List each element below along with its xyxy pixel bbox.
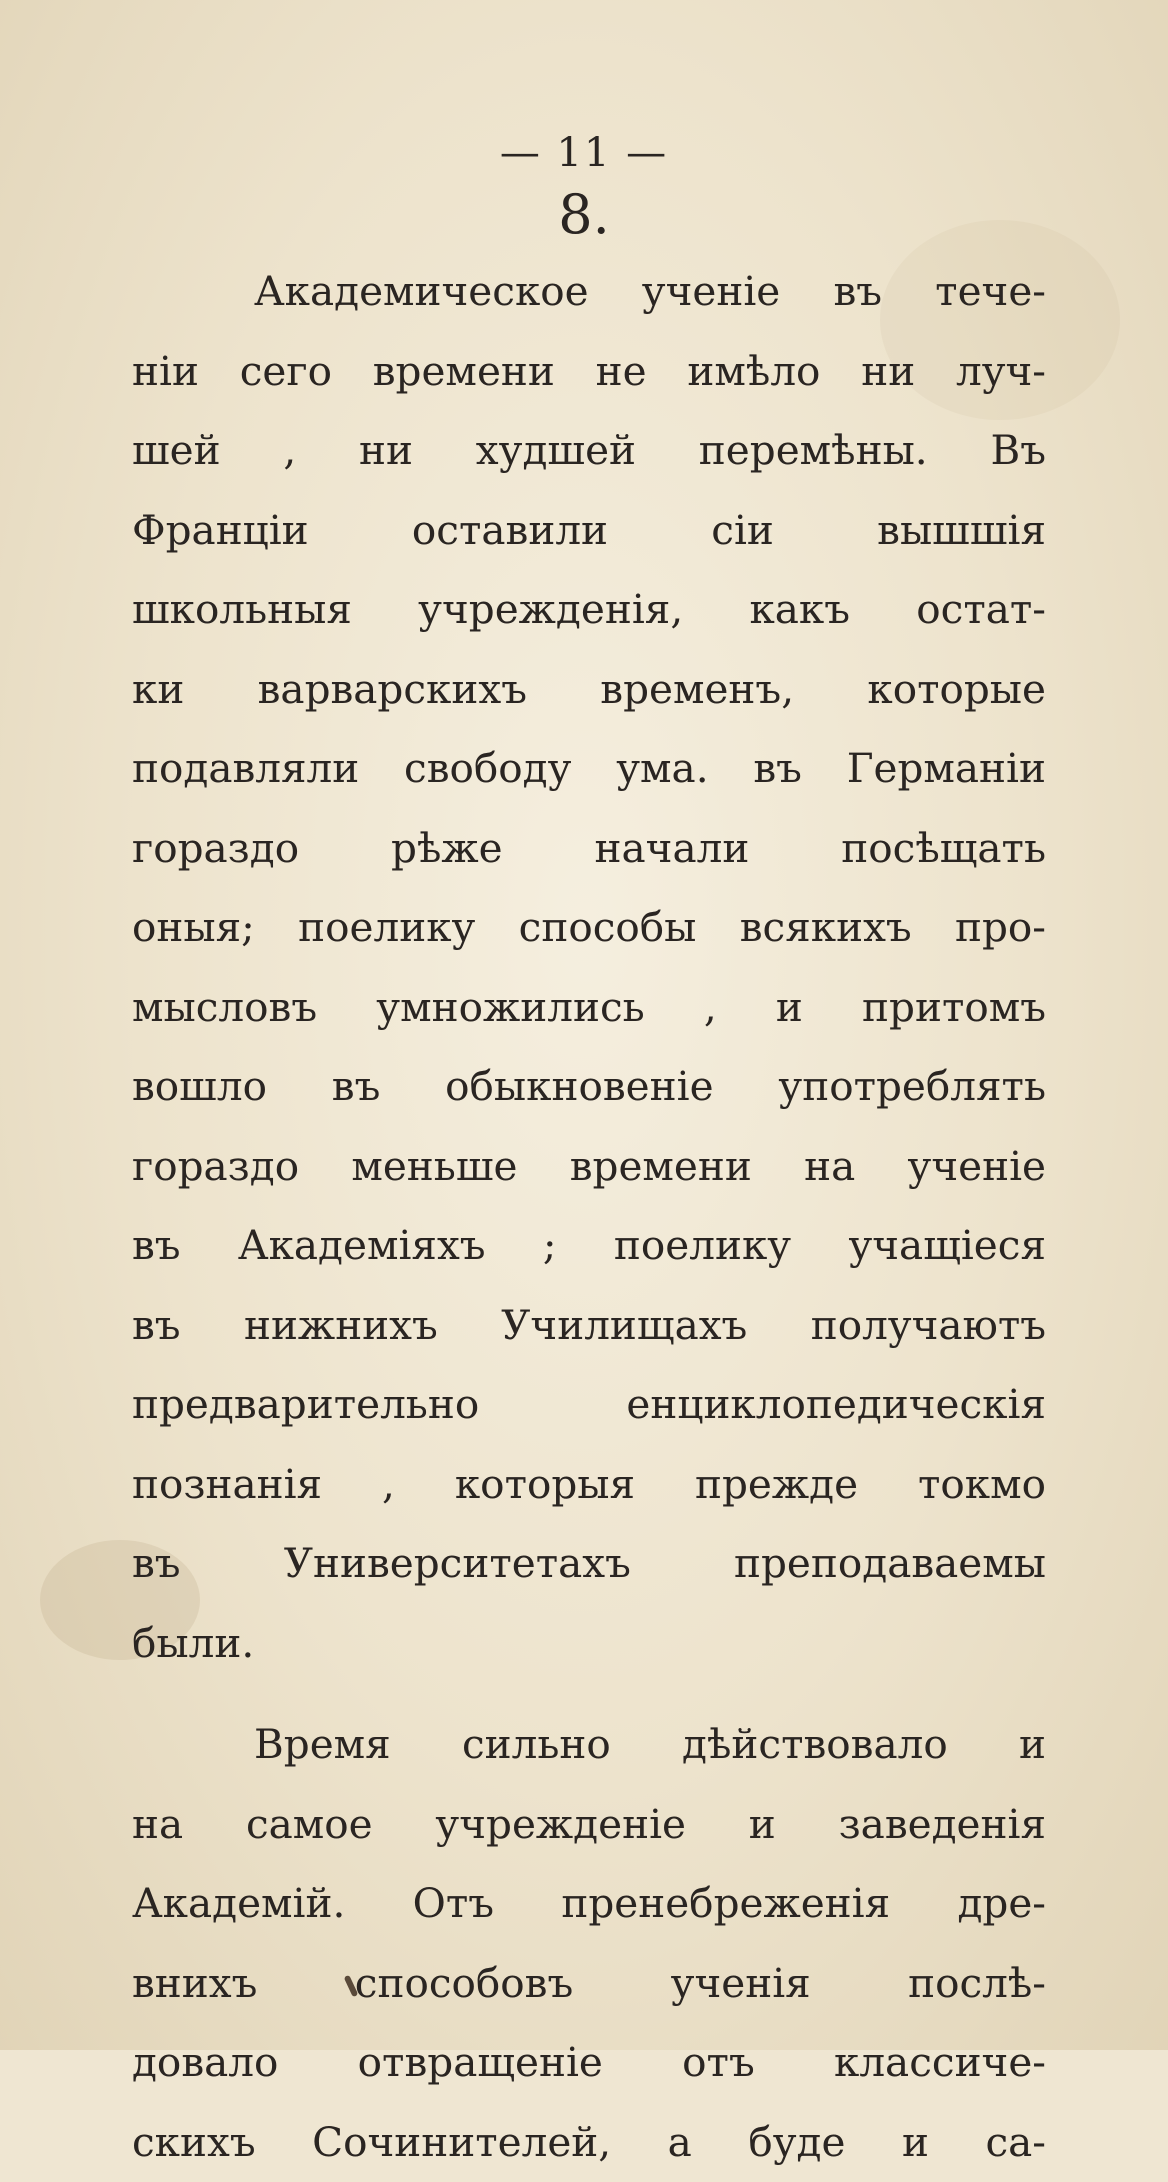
page-text — [132, 128, 1046, 2182]
text-line: на самое учрежденіе и заведенія — [132, 1785, 1046, 1865]
text-line: Время сильно дѣйствовало и — [132, 1705, 1046, 1785]
text-line: гораздо рѣже начали посѣщать — [132, 809, 1046, 889]
paragraph-spacer — [132, 1683, 1046, 1705]
text-line: вошло въ обыкновеніе употреблять — [132, 1047, 1046, 1127]
text-line: внихъ способовъ ученія послѣ- — [132, 1944, 1046, 2024]
text-line: Академій. Отъ пренебреженія дре- — [132, 1864, 1046, 1944]
text-line: въ Академіяхъ ; поелику учащіеся — [132, 1206, 1046, 1286]
text-line: довало отвращеніе отъ классиче- — [132, 2023, 1046, 2103]
text-line: предварительно енциклопедическія — [132, 1365, 1046, 1445]
text-line: шей , ни худшей перемѣны. Въ — [132, 411, 1046, 491]
paragraph-1 — [132, 252, 1046, 1683]
text-line: были. — [132, 1604, 1046, 1684]
text-line: познанія , которыя прежде токмо — [132, 1445, 1046, 1525]
text-line: мысловъ умножились , и притомъ — [132, 968, 1046, 1048]
section-number: 8. — [122, 178, 1046, 252]
text-line: ніи сего времени не имѣло ни луч- — [132, 332, 1046, 412]
paragraph-2 — [132, 1705, 1046, 2182]
running-head-page-number: — 11 — — [122, 128, 1046, 178]
text-line: Академическое ученіе въ тече- — [132, 252, 1046, 332]
text-line: гораздо меньше времени на ученіе — [132, 1127, 1046, 1207]
text-line: Франціи оставили сіи вышшія — [132, 491, 1046, 571]
text-line: въ Университетахъ преподаваемы — [132, 1524, 1046, 1604]
text-line: оныя; поелику способы всякихъ про- — [132, 888, 1046, 968]
text-line: скихъ Сочинителей, а буде и са- — [132, 2103, 1046, 2182]
text-line: подавляли свободу ума. въ Германіи — [132, 729, 1046, 809]
text-line: въ нижнихъ Училищахъ получаютъ — [132, 1286, 1046, 1366]
text-line: школьныя учрежденія, какъ остат- — [132, 570, 1046, 650]
text-line: ки варварскихъ временъ, которые — [132, 650, 1046, 730]
